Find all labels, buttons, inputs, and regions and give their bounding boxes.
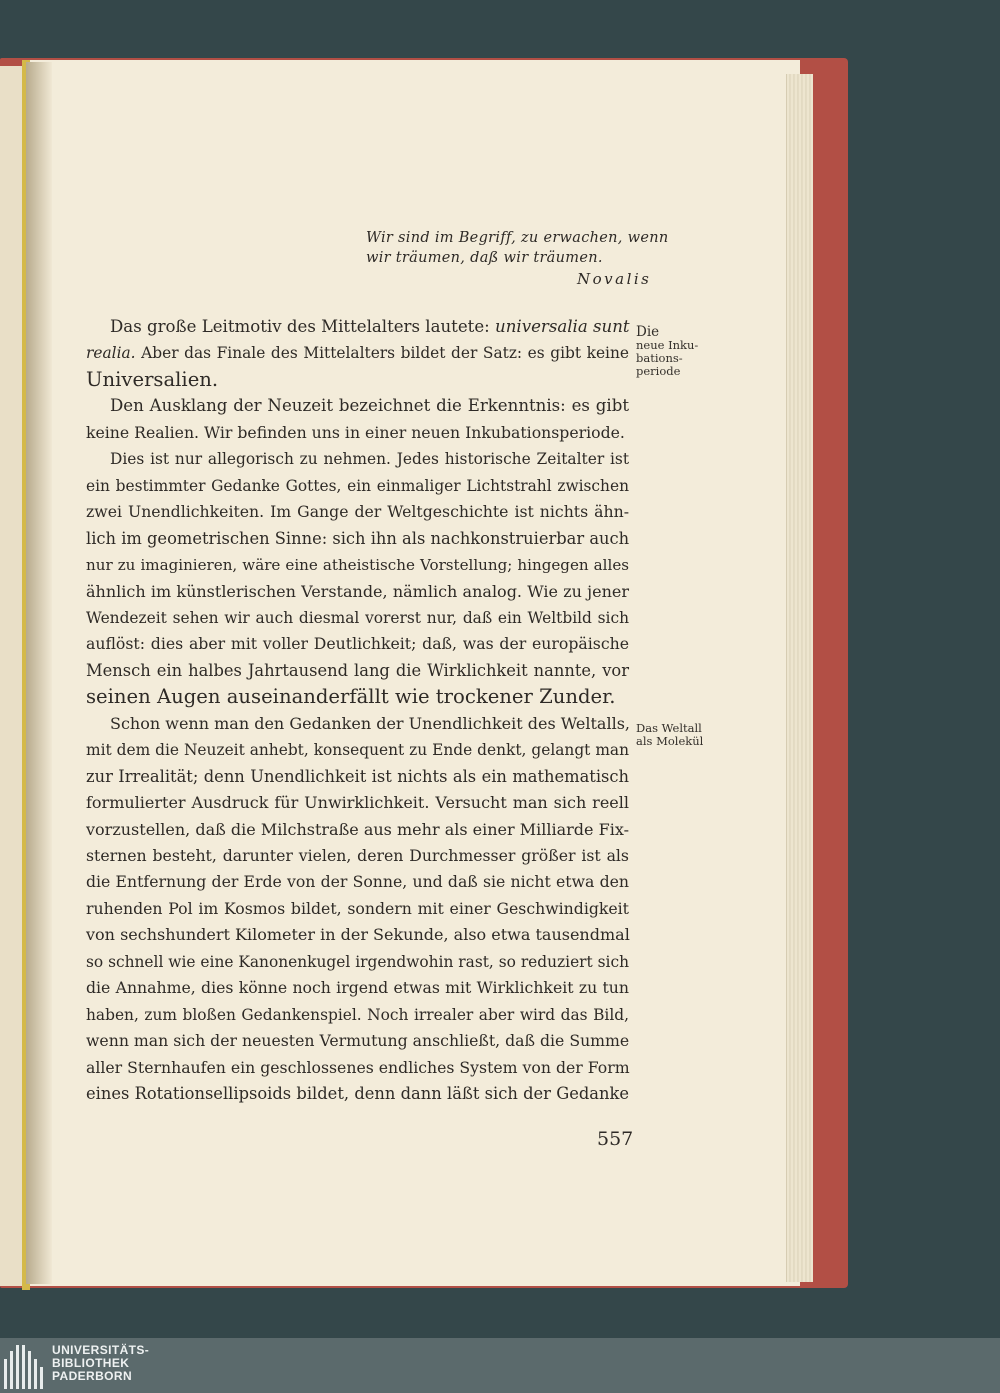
body-line-text: formulierter Ausdruck für Unwirklichkeit. Versucht man sich reell: [86, 793, 629, 813]
body-line-text: mit dem die Neuzeit anhebt, konsequent zu Ende denkt, gelangt man: [86, 741, 629, 760]
body-line: [86, 790, 629, 816]
body-line: [86, 1081, 629, 1107]
body-line-text: Aber das Finale des Mittelalters bildet der Satz: es gibt keine: [135, 344, 629, 363]
library-name-line: PADERBORN: [52, 1369, 133, 1383]
epigraph-line-2: wir träumen, daß wir träumen.: [366, 250, 603, 266]
body-line: [86, 843, 629, 869]
body-line-italic: realia.: [86, 344, 136, 363]
body-line: [86, 1028, 629, 1054]
page-gutter: [26, 62, 52, 1284]
body-line: [110, 446, 629, 472]
body-line: [86, 605, 629, 631]
body-line: [86, 737, 629, 763]
body-line: [86, 869, 629, 895]
body-line-text: Dies ist nur allegorisch zu nehmen. Jedes historische Zeitalter ist: [110, 450, 629, 469]
body-line: [86, 684, 629, 710]
body-line: [86, 764, 629, 790]
body-line: [86, 631, 629, 657]
library-name-line: BIBLIOTHEK: [52, 1356, 130, 1370]
page-edges: [786, 74, 813, 1282]
body-line-text: wenn man sich der neuesten Vermutung anschließt, daß die Summe: [86, 1031, 630, 1051]
body-line: [86, 367, 629, 393]
body-line-text: aller Sternhaufen ein geschlossenes endliches System von der Form: [86, 1057, 630, 1077]
previous-page-edge: [0, 66, 24, 1286]
body-line-text: ähnlich im künstlerischen Verstande, nämlich analog. Wie zu jener: [86, 581, 629, 601]
body-line: [86, 473, 629, 499]
margin-note-line: Die: [636, 324, 660, 340]
body-line: [110, 711, 629, 737]
body-line-text: zwei Unendlichkeiten. Im Gange der Weltgeschichte ist nichts ähn-: [86, 502, 629, 522]
library-footer: [0, 1338, 1000, 1393]
epigraph-line-1: Wir sind im Begriff, zu erwachen, wenn: [366, 230, 669, 246]
body-line: [86, 658, 629, 684]
library-logo-icon: [4, 1345, 44, 1389]
margin-note-inkubationsperiode: [636, 326, 698, 378]
body-line-text: lich im geometrischen Sinne: sich ihn als nachkonstruierbar auch: [86, 528, 630, 548]
body-line-text: ein bestimmter Gedanke Gottes, ein einmaliger Lichtstrahl zwischen: [86, 476, 629, 495]
page-number: 557: [597, 1128, 634, 1150]
margin-note-line: periode: [636, 364, 681, 378]
body-line: [86, 420, 629, 446]
body-line-text: haben, zum bloßen Gedankenspiel. Noch irrealer aber wird das Bild,: [86, 1005, 629, 1024]
body-line-text: eines Rotationsellipsoids bildet, denn dann läßt sich der Gedanke: [86, 1084, 629, 1104]
margin-note-line: neue Inku-: [636, 338, 699, 352]
margin-note-line: Das Weltall: [636, 721, 702, 735]
margin-note-weltall: [636, 722, 703, 748]
body-line: [86, 340, 629, 366]
body-line: [86, 922, 629, 948]
body-line-text: Wendezeit sehen wir auch diesmal vorerst nur, daß ein Weltbild sich: [86, 608, 629, 627]
body-line: [86, 817, 629, 843]
library-name-line: UNIVERSITÄTS-: [52, 1343, 150, 1357]
body-line: [86, 526, 629, 552]
body-line-text: ruhenden Pol im Kosmos bildet, sondern mit einer Geschwindigkeit: [86, 898, 629, 918]
body-line-text: die Annahme, dies könne noch irgend etwas mit Wirklichkeit zu tun: [86, 978, 629, 998]
body-line-text: Universalien.: [86, 367, 219, 391]
body-line-text: so schnell wie eine Kanonenkugel irgendwohin rast, so reduziert sich: [86, 952, 629, 971]
body-line: [86, 896, 629, 922]
body-line-text: seinen Augen auseinanderfällt wie trockener Zunder.: [86, 685, 616, 709]
body-line-text: zur Irrealität; denn Unendlichkeit ist nichts als ein mathematisch: [86, 766, 629, 786]
margin-note-line: als Molekül: [636, 734, 704, 748]
body-line-text: Das große Leitmotiv des Mittelalters lautete:: [110, 317, 496, 336]
body-line-text: von sechshundert Kilometer in der Sekunde, also etwa tausendmal: [86, 925, 630, 945]
body-line-italic: universalia sunt: [495, 317, 630, 336]
body-line: [86, 552, 629, 578]
body-line: [86, 1002, 629, 1028]
epigraph-author: Novalis: [577, 270, 652, 288]
body-line-text: Schon wenn man den Gedanken der Unendlichkeit des Weltalls,: [110, 713, 630, 733]
body-line-text: Mensch ein halbes Jahrtausend lang die Wirklichkeit nannte, vor: [86, 660, 629, 680]
body-line: [110, 393, 629, 419]
body-line: [86, 579, 629, 605]
body-line: [86, 949, 629, 975]
margin-note-line: bations-: [636, 351, 683, 365]
body-line-text: die Entfernung der Erde von der Sonne, und daß sie nicht etwa den: [86, 872, 629, 892]
body-line-text: nur zu imaginieren, wäre eine atheistische Vorstellung; hingegen alles: [86, 556, 629, 575]
library-name: [52, 1344, 149, 1383]
body-line: [86, 975, 629, 1001]
body-line-text: Den Ausklang der Neuzeit bezeichnet die Erkenntnis: es gibt: [110, 396, 629, 416]
body-line-text: vorzustellen, daß die Milchstraße aus mehr als einer Milliarde Fix-: [86, 819, 629, 839]
body-line-text: sternen besteht, darunter vielen, deren Durchmesser größer ist als: [86, 846, 629, 865]
body-line: [86, 499, 629, 525]
body-line-text: auflöst: dies aber mit voller Deutlichkeit; daß, was der europäische: [86, 634, 629, 654]
body-line: [110, 314, 629, 340]
body-line: [86, 1055, 629, 1081]
body-line-text: keine Realien. Wir befinden uns in einer neuen Inkubationsperiode.: [86, 422, 625, 442]
